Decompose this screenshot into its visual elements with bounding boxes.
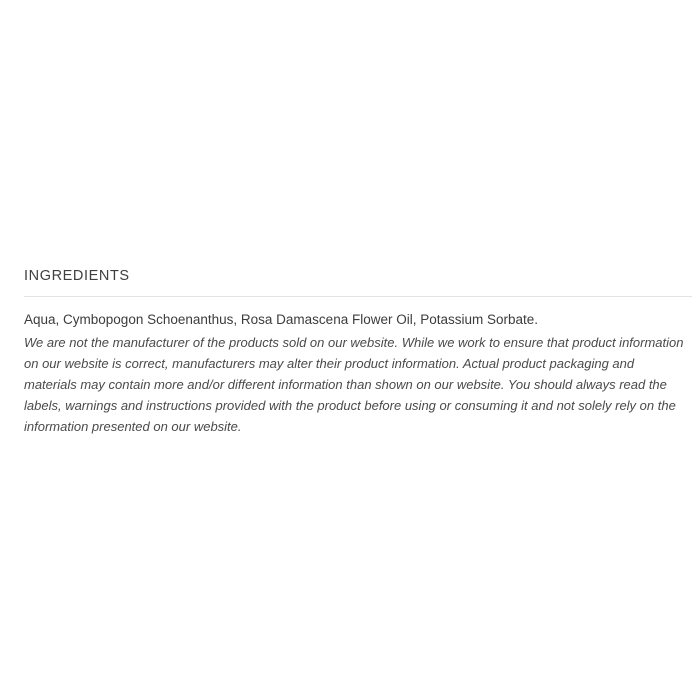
ingredients-body bbox=[24, 297, 692, 437]
ingredients-section bbox=[0, 268, 700, 437]
manufacturer-disclaimer: We are not the manufacturer of the products sold on our website. While we work to ensure that product information on our website is correct, manufacturers may alter their product information. Actual product packaging and materials may contain more and/or different information than shown on our website. You should always read the labels, warnings and instructions provided with the product before using or consuming it and not solely rely on the information presented on our website. bbox=[24, 335, 684, 435]
ingredients-list: Aqua, Cymbopogon Schoenanthus, Rosa Damascena Flower Oil, Potassium Sorbate. bbox=[24, 312, 539, 327]
ingredients-heading: INGREDIENTS bbox=[24, 268, 692, 297]
